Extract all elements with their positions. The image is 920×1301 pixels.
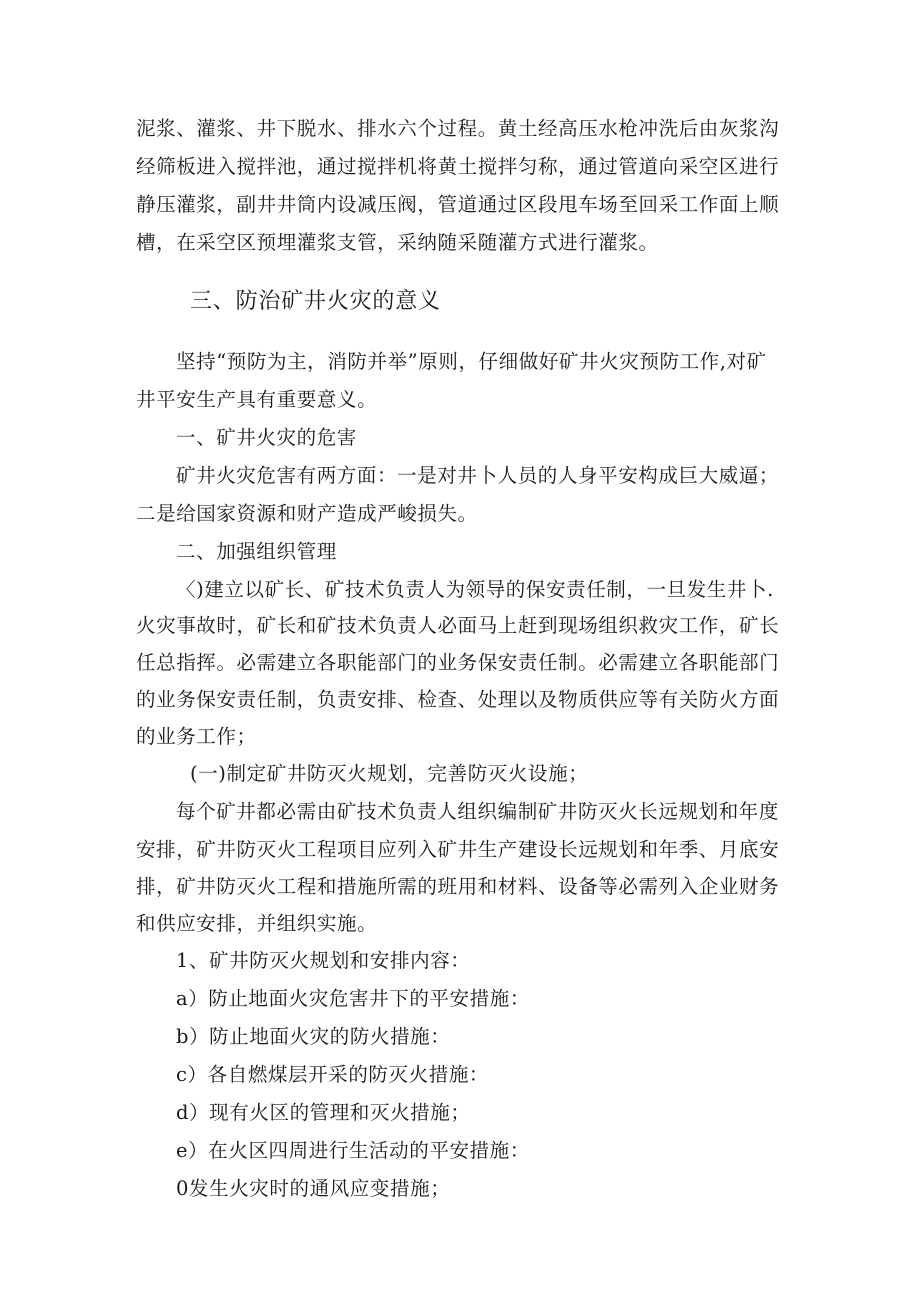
- section-heading: 三、防治矿井火灾的意义: [190, 289, 441, 314]
- list-item: d）现有火区的管理和灭火措施；: [176, 1101, 471, 1124]
- organization-line: 火灾事故时，矿长和矿技术负责人必面马上赶到现场组织救灾工作，矿长: [136, 614, 780, 637]
- organization-line: 〈)建立以矿长、矿技术负责人为领导的保安责任制，一旦发生井卜.: [176, 578, 774, 601]
- list-item: e）在火区四周进行生活动的平安措施：: [176, 1139, 530, 1162]
- organization-line: 任总指挥。必需建立各职能部门的业务保安责任制。必需建立各职能部门: [136, 651, 780, 674]
- plan-line: 每个矿井都必需由矿技术负责人组织编制矿井防灭火长远规划和年度: [176, 800, 780, 823]
- organization-line: 的业务工作；: [136, 725, 257, 748]
- hazard-line: 矿井火灾危害有两方面：一是对井卜人员的人身平安构成巨大威逼；: [176, 464, 780, 487]
- list-item: c）各自燃煤层开采的防灭火措施：: [176, 1063, 490, 1086]
- hazard-line: 二是给国家资源和财产造成严峻损失。: [136, 502, 478, 525]
- principle-line: 井平安生产具有重要意义。: [136, 388, 378, 411]
- principle-line: 坚持“预防为主，消防并举”原则，仔细做好矿井火灾预防工作,对矿: [176, 350, 767, 373]
- organization-line: 的业务保安责任制，负责安排、检查、处理以及物质供应等有关防火方面: [136, 688, 780, 711]
- plan-line: 安排，矿井防灭火工程项目应列入矿井生产建设长远规划和年季、月底安: [136, 838, 780, 861]
- intro-line: 槽，在采空区预埋灌浆支管，采纳随采随灌方式进行灌浆。: [136, 231, 659, 254]
- subsection-title: 二、加强组织管理: [176, 540, 337, 563]
- intro-line: 泥浆、灌浆、井下脱水、排水六个过程。黄土经高压水枪冲洗后由灰浆沟: [136, 117, 780, 140]
- plan-title: (一)制定矿井防灭火规划，完善防灭火设施；: [190, 762, 589, 785]
- intro-line: 静压灌浆，副井井筒内设减压阀，管道通过区段甩车场至回采工作面上顺: [136, 193, 780, 216]
- intro-line: 经筛板进入搅拌池，通过搅拌机将黄土搅拌匀称，通过管道向采空区进行: [136, 155, 780, 178]
- plan-line: 和供应安排，并组织实施。: [136, 912, 378, 935]
- list-item: b）防止地面火灾的防火措施：: [176, 1025, 451, 1048]
- content-title: 1、矿井防灭火规划和安排内容：: [176, 949, 471, 972]
- list-item: a）防止地面火灾危害井下的平安措施：: [176, 987, 530, 1010]
- subsection-title: 一、矿井火灾的危害: [176, 426, 357, 449]
- list-item: 0发生火灾时的通风应变措施；: [176, 1177, 451, 1200]
- plan-line: 排，矿井防灭火工程和措施所需的班用和材料、设备等必需列入企业财务: [136, 875, 780, 898]
